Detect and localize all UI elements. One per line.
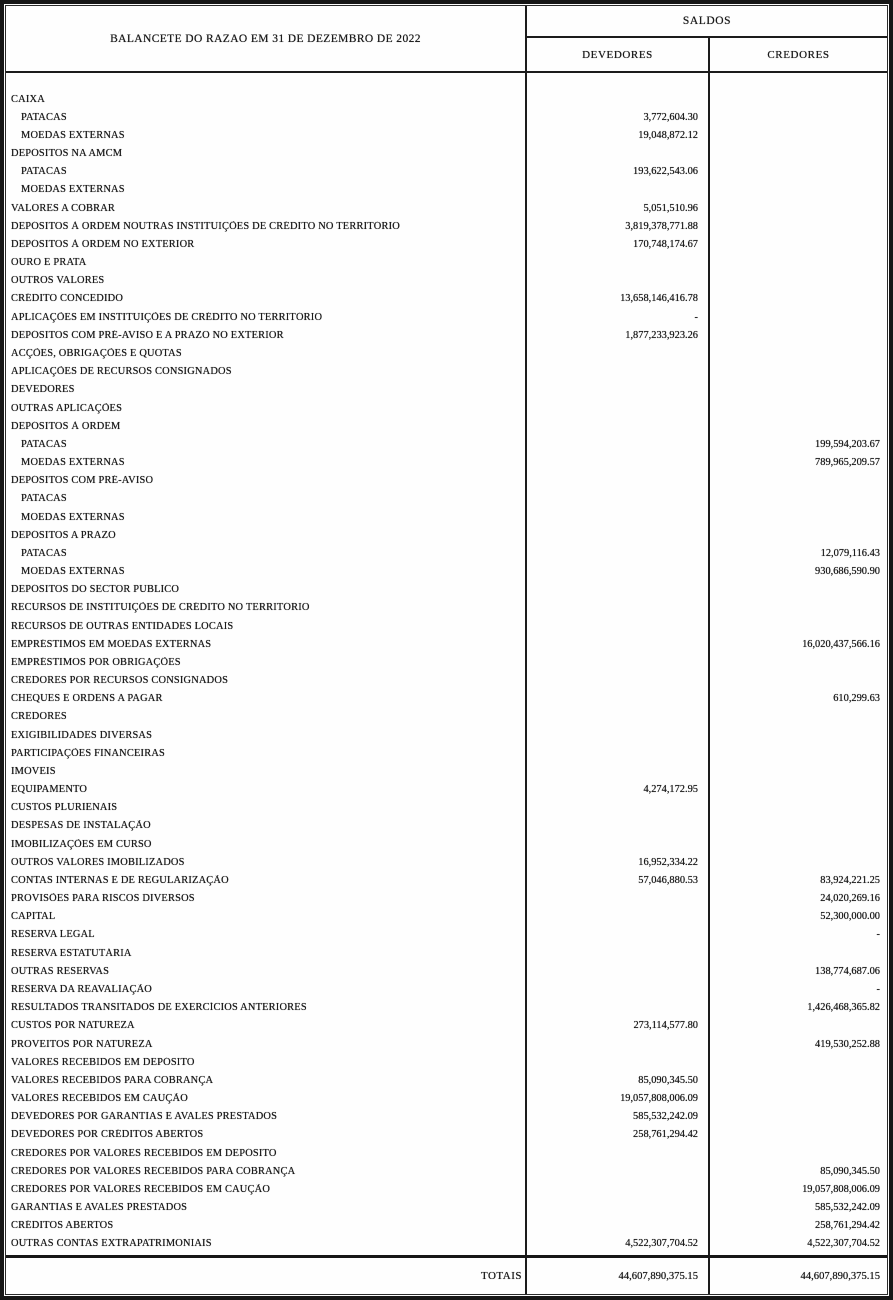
account-row [6,254,887,272]
devedores-value: 19,048,872.12 [638,129,698,141]
account-row [6,744,887,762]
account-row [6,562,887,580]
account-row [6,544,887,562]
account-label: DEPÓSITOS A PRAZO [11,529,116,541]
account-row [6,290,887,308]
devedores-value: 273,114,577.80 [633,1020,698,1032]
account-label: DEVEDORES POR GARANTIAS E AVALES PRESTADOS [11,1111,278,1123]
account-row [6,399,887,417]
devedores-column-header: DEVEDORES [582,48,653,61]
account-row [6,653,887,671]
account-row [6,199,887,217]
account-row [6,1108,887,1126]
account-row [6,453,887,471]
account-row [6,908,887,926]
devedores-value: 19,057,808,006.09 [620,1093,698,1105]
devedores-value: 170,748,174.67 [633,238,698,250]
account-row [6,926,887,944]
account-row [6,781,887,799]
account-row [6,871,887,889]
account-row [6,944,887,962]
account-label: PROVISÕES PARA RISCOS DIVERSOS [11,893,195,905]
credores-value: 930,686,590.90 [815,566,880,578]
account-row [6,526,887,544]
saldos-column-header: SALDOS [682,15,732,27]
account-label: CUSTOS PLURIENAIS [11,802,118,814]
account-row [6,217,887,235]
totals-devedores-value: 44,607,890,375.15 [618,1270,698,1282]
credores-value: 4,522,307,704.52 [807,1238,880,1250]
account-label: EXIGIBILIDADES DIVERSAS [11,729,153,741]
credores-value: 19,057,808,006.09 [802,1183,880,1195]
account-label: CAIXA [11,93,45,105]
account-label: CREDORES POR VALORES RECEBIDOS EM CAUÇÃO [11,1183,271,1195]
account-label: MOEDAS EXTERNAS [21,566,125,578]
account-row [6,762,887,780]
account-label: DEPÓSITOS DO SECTOR PUBLICO [11,584,180,596]
account-label: MOEDAS EXTERNAS [21,129,125,141]
devedores-value: 3,819,378,771.88 [625,220,698,232]
credores-value: 610,299.63 [833,693,880,705]
devedores-value: 585,532,242.09 [633,1111,698,1123]
account-label: RECURSOS DE INSTITUIÇÕES DE CRÉDITO NO TERRITÓRIO [11,602,310,614]
account-label: MOEDAS EXTERNAS [21,511,125,523]
table-body [6,73,887,1255]
account-label: EQUIPAMENTO [11,784,88,796]
account-row [6,599,887,617]
account-label: MOEDAS EXTERNAS [21,184,125,196]
account-label: MOEDAS EXTERNAS [21,457,125,469]
account-label: OURO E PRATA [11,257,87,269]
credores-value: - [876,984,880,995]
devedores-value: 85,090,345.50 [638,1074,698,1086]
devedores-value: 3,772,604.30 [643,111,698,123]
account-row [6,272,887,290]
credores-value: 585,532,242.09 [815,1202,880,1214]
account-row [6,490,887,508]
account-row [6,635,887,653]
devedores-value: 13,658,146,416.78 [620,293,698,305]
account-label: CUSTOS POR NATUREZA [11,1020,135,1032]
account-label: DEVEDORES POR CRÉDITOS ABERTOS [11,1129,204,1141]
account-row [6,1144,887,1162]
totals-label: TOTAIS [480,1270,522,1282]
account-label: ACÇÕES, OBRIGAÇÕES E QUOTAS [11,347,182,359]
account-row [6,581,887,599]
account-row [6,344,887,362]
account-label: EMPRÉSTIMOS POR OBRIGAÇÕES [11,656,181,668]
account-label: PATACAS [21,493,67,505]
account-row [6,235,887,253]
account-label: PROVEITOS POR NATUREZA [11,1038,153,1050]
account-row [6,326,887,344]
credores-value: 52,300,000.00 [820,911,880,923]
account-label: DEPÓSITOS COM PRÉ-AVISO E A PRAZO NO EXTERIOR [11,329,284,341]
credores-value: 85,090,345.50 [820,1165,880,1177]
account-row [6,508,887,526]
account-row [6,853,887,871]
account-label: VALORES A COBRAR [11,202,116,214]
account-label: DEPÓSITOS COM PRÉ-AVISO [11,475,154,487]
account-label: OUTRAS RESERVAS [11,965,110,977]
credores-value: 789,965,209.57 [815,457,880,469]
account-row [6,672,887,690]
account-label: VALORES RECEBIDOS EM DEPÓSITO [11,1056,195,1068]
account-row [6,1017,887,1035]
credores-value: 258,761,294.42 [815,1220,880,1232]
devedores-value: 57,046,880.53 [638,874,698,886]
account-row [6,181,887,199]
credores-value: 24,020,269.16 [820,893,880,905]
credores-value: 138,774,687.06 [815,965,880,977]
credores-value: 83,924,221.25 [820,874,880,886]
credores-value: 419,530,252.88 [815,1038,880,1050]
account-row [6,381,887,399]
account-row [6,308,887,326]
devedores-value: 193,622,543.06 [633,166,698,178]
account-label: OUTRAS CONTAS EXTRAPATRIMONIAIS [11,1238,212,1250]
account-label: RESULTADOS TRANSITADOS DE EXERCÍCIOS ANTERIORES [11,1002,307,1014]
account-row [6,417,887,435]
account-label: VALORES RECEBIDOS PARA COBRANÇA [11,1074,214,1086]
account-label: CRÉDITO CONCEDIDO [11,293,124,305]
account-row [6,708,887,726]
account-label: DEPÓSITOS À ORDEM [11,420,121,432]
account-row [6,799,887,817]
account-label: DEVEDORES [11,384,75,396]
account-row [6,108,887,126]
account-label: CRÉDITOS ABERTOS [11,1220,114,1232]
account-label: PATACAS [21,166,67,178]
account-row [6,962,887,980]
account-label: CREDORES POR VALORES RECEBIDOS EM DEPÓSITO [11,1147,277,1159]
devedores-value: 258,761,294.42 [633,1129,698,1141]
account-row [6,1180,887,1198]
account-row [6,163,887,181]
account-row [6,1053,887,1071]
credores-value: - [876,929,880,941]
account-label: RESERVA DA REAVALIAÇÃO [11,984,152,995]
account-label: DEPÓSITOS À ORDEM NOUTRAS INSTITUIÇÕES DE CRÉDITO NO TERRITÓRIO [11,220,400,232]
account-row [6,1035,887,1053]
totals-row [6,1258,887,1294]
account-label: RECURSOS DE OUTRAS ENTIDADES LOCAIS [11,620,234,632]
account-row [6,1198,887,1216]
account-row [6,1089,887,1107]
devedores-value: 4,522,307,704.52 [625,1238,698,1250]
saldos-underline [525,36,887,38]
account-row [6,1217,887,1235]
devedores-value: 1,877,233,923.26 [625,329,698,341]
account-label: DESPESAS DE INSTALAÇÃO [11,820,151,832]
account-row [6,817,887,835]
account-label: RESERVA LEGAL [11,929,95,941]
account-row [6,617,887,635]
account-row [6,1071,887,1089]
account-row [6,435,887,453]
account-label: CREDORES POR VALORES RECEBIDOS PARA COBRANÇA [11,1165,296,1177]
account-label: CAPITAL [11,911,56,923]
table-frame [5,5,888,1295]
account-label: OUTROS VALORES [11,275,105,287]
account-label: PATACAS [21,111,67,123]
account-row [6,1126,887,1144]
credores-value: 16,020,437,566.16 [802,638,880,650]
account-row [6,690,887,708]
account-label: RESERVA ESTATUTÁRIA [11,947,132,959]
report-title: BALANCETE DO RAZAO EM 31 DE DEZEMBRO DE 2022 [110,33,421,45]
account-label: DEPÓSITOS NA AMCM [11,148,123,160]
totals-credores-value: 44,607,890,375.15 [800,1270,880,1282]
account-label: IMOBILIZAÇÕES EM CURSO [11,838,152,850]
account-row [6,980,887,998]
account-label: GARANTIAS E AVALES PRESTADOS [11,1202,188,1214]
credores-column-header: CREDORES [767,48,830,61]
account-label: CREDORES POR RECURSOS CONSIGNADOS [11,675,229,687]
devedores-value: 16,952,334.22 [638,856,698,868]
credores-value: 12,079,116.43 [820,547,880,559]
account-row [6,126,887,144]
credores-value: 199,594,203.67 [815,438,880,450]
account-label: IMÓVEIS [11,765,56,777]
account-label: APLICAÇÕES DE RECURSOS CONSIGNADOS [11,366,232,378]
account-row [6,90,887,108]
account-label: OUTROS VALORES IMOBILIZADOS [11,856,185,868]
devedores-value: 5,051,510.96 [643,202,698,214]
account-label: DEPÓSITOS À ORDEM NO EXTERIOR [11,238,195,250]
account-row [6,999,887,1017]
account-label: PATACAS [21,547,67,559]
devedores-value: - [694,311,698,323]
account-label: CONTAS INTERNAS E DE REGULARIZAÇÃO [11,874,229,886]
account-row [6,1162,887,1180]
account-row [6,472,887,490]
account-label: PATACAS [21,438,67,450]
account-label: APLICAÇÕES EM INSTITUIÇÕES DE CRÉDITO NO TERRITÓRIO [11,311,323,323]
account-row [6,145,887,163]
account-row [6,890,887,908]
account-row [6,835,887,853]
devedores-value: 4,274,172.95 [643,784,698,796]
account-row [6,363,887,381]
account-label: EMPRÉSTIMOS EM MOEDAS EXTERNAS [11,638,212,650]
account-label: OUTRAS APLICAÇÕES [11,402,123,414]
account-label: CREDORES [11,711,67,723]
account-row [6,1235,887,1253]
account-label: CHEQUES E ORDENS A PAGAR [11,693,163,705]
account-row [6,726,887,744]
account-label: PARTICIPAÇÕES FINANCEIRAS [11,747,166,759]
credores-value: 1,426,468,365.82 [807,1002,880,1014]
account-label: VALORES RECEBIDOS EM CAUÇÃO [11,1093,188,1105]
